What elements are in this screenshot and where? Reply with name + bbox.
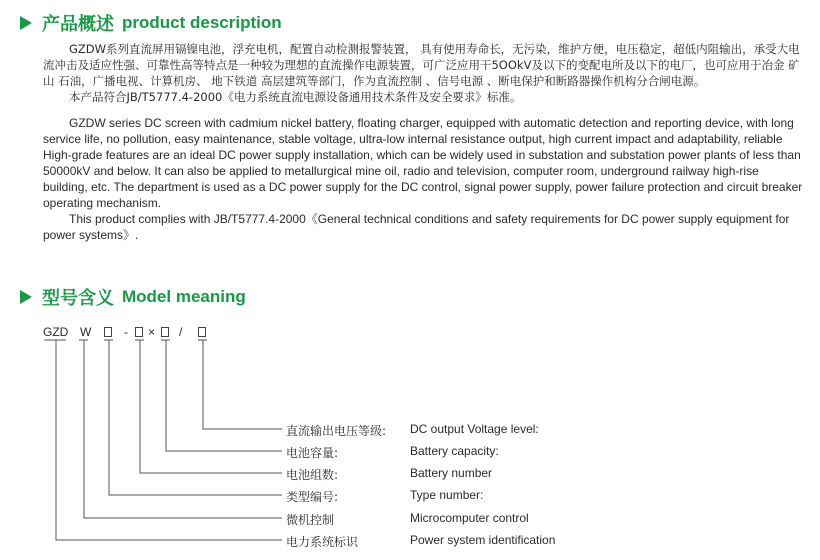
model-row-microcomputer [0,511,820,529]
code-times: × [148,325,156,339]
cn-paragraph-2: 本产品符合JB/T5777.4-2000《电力系统直流电源设备通用技术条件及安全要求》标准。 [69,90,522,104]
row-cn-label: 类型编号: [286,490,339,504]
row-en-label: Power system identification [410,533,556,547]
row-en-label: Battery capacity: [410,444,499,458]
cn-paragraph-1: GZDW系列直流屏用镉镍电池，浮充电机，配置自动检测报警装置， 具有使用寿命长，无污染，维护方便，电压稳定，超低内阻输出，承受大电流冲击及适应性强、可靠性高等特点是一种较为理想的直流操作电源装置，可广泛应用干5OOkV及以下的变配电所及以下的电厂，也可应用于冶金 矿山 石油，广播电视、计算机房、 地下铁道 高层建筑等部门，作为直流控制 、信号电源 、断电保护和断路器操作机构分合闸电源。 [43,42,800,88]
model-row-voltage [0,422,820,440]
model-title-en: Model meaning [122,287,246,306]
model-row-power-system [0,533,820,551]
row-en-label: DC output Voltage level: [410,422,539,436]
product-title-en: product description [122,13,282,32]
model-row-type [0,488,820,506]
leader-voltage [203,340,282,429]
row-cn-label: 电力系统标识 [286,535,359,549]
product-title-cn: 产品概述 [42,14,114,35]
en-paragraph-2: This product complies with JB/T5777.4-2000《General technical conditions and safety requirements for DC power supply equipment for power systems》. [43,212,790,242]
model-title-cn: 型号含义 [42,288,114,309]
row-en-label: Battery number [410,466,493,480]
en-paragraph-1: GZDW series DC screen with cadmium nickel battery, floating charger, equipped with automatic detection and reporting device, with long service life, no pollution, easy maintenance, stable voltage, ultra-low internal resistance output, high current impact and adaptability, reliable High-grade features are an ideal DC power supply installation, which can be widely used in substation and substation power plants of less than 50000kV and below. It can also be applied to metallurgical mine oil, radio and television, computer room, underground railway high-rise building, etc. The department is used as a DC power supply for the DC control, signal power supply, power failure protection and circuit breaker operating mechanism. [43,116,803,210]
leader-power-system [56,340,282,540]
row-en-label: Type number: [410,488,484,502]
code-dash: - [124,325,128,339]
model-row-number [0,466,820,484]
row-en-label: Microcomputer control [410,511,529,525]
code-slash: / [179,325,183,339]
row-cn-label: 电池组数: [286,468,339,482]
row-cn-label: 电池容量: [286,446,339,460]
code-prefix: GZD [43,325,69,339]
row-cn-label: 微机控制 [286,513,335,527]
row-cn-label: 直流输出电压等级: [286,424,387,438]
code-w: W [80,325,92,339]
model-row-capacity [0,444,820,462]
